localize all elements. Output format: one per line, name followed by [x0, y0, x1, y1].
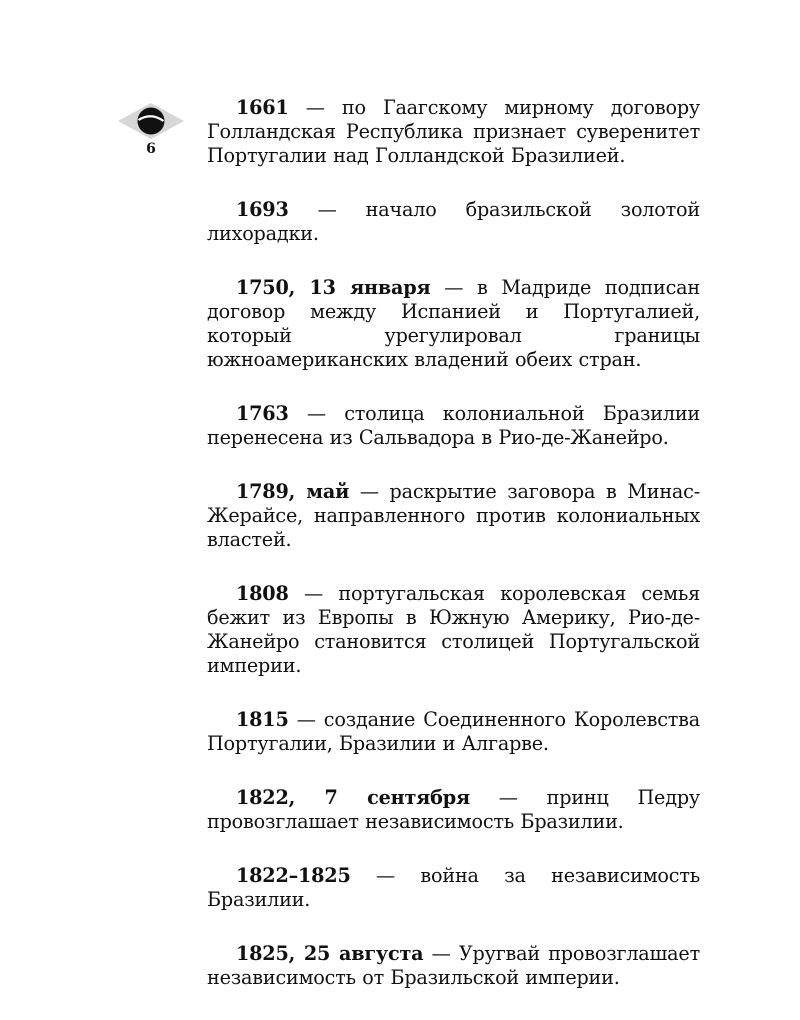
entry-date: 1750, 13 января	[236, 276, 431, 299]
entry-date: 1822–1825	[236, 864, 351, 887]
chronology-entry	[207, 402, 700, 450]
entry-text: — по Гаагскому мирному договору Голландская Республика признает суверенитет Португалии над Голландской Бразилией.	[207, 96, 700, 167]
entry-date: 1822, 7 сентября	[236, 786, 470, 809]
entry-text: — столица колониальной Бразилии перенесена из Сальвадора в Рио-де-Жанейро.	[207, 402, 700, 449]
entry-text: — в Мадриде подписан договор между Испанией и Португалией, который урегулировал границы южноамериканских владений обеих стран.	[207, 276, 700, 371]
entry-date: 1693	[236, 198, 289, 221]
entry-date: 1808	[236, 582, 289, 605]
entry-text: — Уругвай провозглашает независимость от Бразильской империи.	[207, 942, 700, 989]
chronology-entry	[207, 708, 700, 756]
entry-text: — начало бразильской золотой лихорадки.	[207, 198, 700, 245]
chronology-entry	[207, 864, 700, 912]
entry-text: — принц Педру провозглашает независимость Бразилии.	[207, 786, 700, 833]
entry-date: 1661	[236, 96, 289, 119]
chronology-list	[207, 96, 700, 1020]
entry-text: — раскрытие заговора в Минас-Жерайсе, направленного против колониальных властей.	[207, 480, 700, 551]
entry-text: — война за независимость Бразилии.	[207, 864, 700, 911]
entry-text: — португальская королевская семья бежит из Европы в Южную Америку, Рио-де-Жанейро становится столицей Португальской империи.	[207, 582, 700, 677]
entry-text: — создание Соединенного Королевства Португалии, Бразилии и Алгарве.	[207, 708, 700, 755]
entry-date: 1815	[236, 708, 289, 731]
page-number: 6	[146, 141, 156, 157]
chronology-entry	[207, 276, 700, 372]
chronology-entry	[207, 96, 700, 168]
emblem-globe	[138, 108, 165, 135]
chronology-entry	[207, 480, 700, 552]
chronology-entry	[207, 786, 700, 834]
chronology-entry	[207, 198, 700, 246]
chronology-entry	[207, 942, 700, 990]
emblem-svg	[116, 99, 186, 143]
entry-date: 1763	[236, 402, 289, 425]
chronology-entry	[207, 582, 700, 678]
entry-date: 1789, май	[236, 480, 350, 503]
entry-date: 1825, 25 августа	[236, 942, 424, 965]
brazil-flag-emblem-icon	[116, 99, 186, 143]
